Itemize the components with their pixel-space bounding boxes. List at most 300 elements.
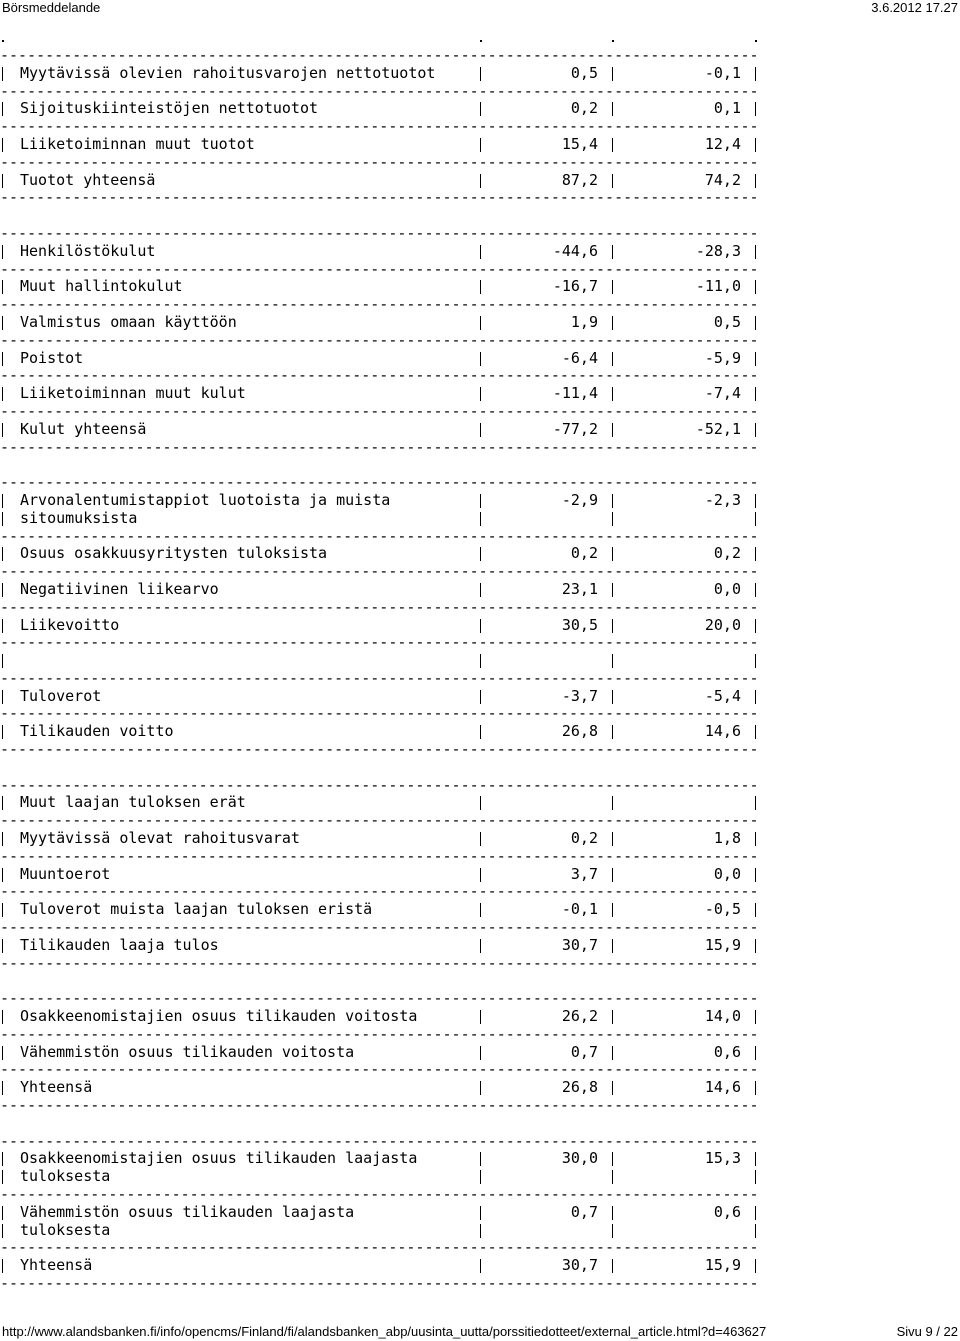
row-line (0, 617, 760, 635)
table-row (0, 100, 760, 118)
cell-border (480, 1010, 481, 1024)
table-row (0, 688, 760, 706)
cell-border (2, 494, 3, 508)
row-line (0, 1204, 760, 1222)
cell-border (480, 868, 481, 882)
row-line (0, 172, 760, 190)
cell-border (612, 1046, 613, 1060)
table-row (0, 421, 760, 439)
row-label: Osakkeenomistajien osuus tilikauden voitosta (20, 1007, 418, 1026)
cell-border (2, 583, 3, 597)
row-label: Muut hallintokulut (20, 277, 183, 296)
value-previous: -7,4 (704, 384, 741, 403)
cell-border (755, 619, 756, 633)
row-line (0, 314, 760, 332)
dashed-rule (0, 777, 760, 795)
cell-border (480, 690, 481, 704)
cell-border (480, 832, 481, 846)
cell-border (480, 494, 481, 508)
row-label: Henkilöstökulut (20, 241, 156, 260)
cell-border (612, 583, 613, 597)
table-row (0, 1079, 760, 1097)
row-label: Vähemmistön osuus tilikauden voitosta (20, 1042, 355, 1061)
row-line (0, 350, 760, 368)
dashed-rule (0, 599, 760, 617)
cell-border (612, 67, 613, 81)
cell-border (2, 67, 3, 81)
group-spacer (0, 1293, 760, 1300)
value-previous: 14,6 (704, 722, 741, 741)
value-current: -44,6 (552, 241, 598, 260)
dashed-rule (0, 528, 760, 546)
value-previous: 0,1 (713, 99, 741, 118)
cell-border (612, 1152, 613, 1166)
dashed-rule (0, 332, 760, 350)
cell-border (612, 387, 613, 401)
dashed-rule (0, 403, 760, 421)
row-line (0, 794, 760, 812)
cell-border (480, 1046, 481, 1060)
cell-border (755, 1206, 756, 1220)
value-previous: -2,3 (704, 490, 741, 509)
dashed-rule (0, 1275, 760, 1293)
cell-border (755, 67, 756, 81)
cell-border (755, 832, 756, 846)
cell-border (755, 387, 756, 401)
cell-border (755, 1224, 756, 1238)
row-label: Yhteensä (20, 1078, 93, 1097)
cell-border (755, 583, 756, 597)
dashed-rule (0, 1239, 760, 1257)
cell-border (755, 245, 756, 259)
cell-border (2, 1046, 3, 1060)
row-line (0, 901, 760, 919)
footer-url: http://www.alandsbanken.fi/info/opencms/Finland/fi/alandsbanken_abp/uusinta_uutta/porssitiedotteet/external_article.html?d=463627 (2, 1324, 767, 1339)
dot-mark (480, 40, 482, 42)
dashed-rule (0, 919, 760, 937)
value-previous: 12,4 (704, 134, 741, 153)
cell-border (612, 547, 613, 561)
row-label: Muuntoerot (20, 864, 111, 883)
value-current: -6,4 (561, 348, 598, 367)
dashed-rule (0, 990, 760, 1008)
value-previous: -0,5 (704, 900, 741, 919)
value-current: 30,0 (561, 1149, 598, 1168)
table-row (0, 136, 760, 154)
value-previous: 0,0 (713, 864, 741, 883)
print-header (0, 0, 960, 18)
cell-border (480, 1170, 481, 1184)
value-current: 26,2 (561, 1007, 598, 1026)
row-label: Liikevoitto (20, 615, 120, 634)
dashed-rule (0, 848, 760, 866)
group-spacer (0, 1115, 760, 1133)
row-line (0, 937, 760, 955)
cell-border (612, 102, 613, 116)
row-line (0, 510, 760, 528)
cell-border (480, 1206, 481, 1220)
row-line (0, 421, 760, 439)
cell-border (480, 1152, 481, 1166)
cell-border (755, 654, 756, 668)
cell-border (480, 280, 481, 294)
table-row (0, 1044, 760, 1062)
cell-border (612, 423, 613, 437)
cell-border (755, 1081, 756, 1095)
cell-border (612, 1224, 613, 1238)
cell-border (2, 903, 3, 917)
row-label: Myytävissä olevien rahoitusvarojen nettotuotot (20, 63, 436, 82)
dashed-rule (0, 118, 760, 136)
cell-border (612, 245, 613, 259)
dashed-rule (0, 154, 760, 172)
dashed-rule (0, 261, 760, 279)
row-label: Tilikauden laaja tulos (20, 935, 219, 954)
row-label: Sijoituskiinteistöjen nettotuotot (20, 99, 319, 118)
cell-border (755, 547, 756, 561)
cell-border (480, 423, 481, 437)
table-row (0, 172, 760, 190)
value-previous: 14,0 (704, 1007, 741, 1026)
value-previous: 0,6 (713, 1202, 741, 1221)
value-current: 3,7 (570, 864, 598, 883)
row-line (0, 1168, 760, 1186)
table-row (0, 1204, 760, 1240)
cell-border (2, 1259, 3, 1273)
value-previous: -52,1 (695, 419, 741, 438)
row-label: Muut laajan tuloksen erät (20, 793, 246, 812)
cell-border (612, 352, 613, 366)
row-label: Osuus osakkuusyritysten tuloksista (20, 544, 328, 563)
dashed-rule (0, 670, 760, 688)
row-line (0, 1257, 760, 1275)
value-current: 1,9 (570, 312, 598, 331)
dashed-rule (0, 741, 760, 759)
value-current: 87,2 (561, 170, 598, 189)
header-title: Börsmeddelande (2, 0, 101, 15)
cell-border (2, 1152, 3, 1166)
row-label: Yhteensä (20, 1256, 93, 1275)
cell-border (612, 174, 613, 188)
cell-border (755, 868, 756, 882)
cell-border (612, 512, 613, 526)
dashed-rule (0, 883, 760, 901)
cell-border (755, 725, 756, 739)
table-row (0, 866, 760, 884)
cell-border (480, 102, 481, 116)
value-previous: 0,6 (713, 1042, 741, 1061)
cell-border (2, 316, 3, 330)
cell-border (480, 1224, 481, 1238)
value-previous: 0,5 (713, 312, 741, 331)
cell-border (612, 1081, 613, 1095)
cell-border (2, 1010, 3, 1024)
row-line (0, 243, 760, 261)
table-row (0, 1008, 760, 1026)
value-current: 0,2 (570, 99, 598, 118)
dashed-rule (0, 1133, 760, 1151)
dashed-rule (0, 563, 760, 581)
cell-border (2, 1081, 3, 1095)
cell-border (612, 796, 613, 810)
value-current: -11,4 (552, 384, 598, 403)
row-label: Myytävissä olevat rahoitusvarat (20, 829, 300, 848)
row-label: Osakkeenomistajien osuus tilikauden laajasta (20, 1149, 418, 1168)
cell-border (612, 903, 613, 917)
cell-border (480, 939, 481, 953)
table-row (0, 581, 760, 599)
cell-border (755, 102, 756, 116)
value-current: 0,7 (570, 1042, 598, 1061)
row-label: Kulut yhteensä (20, 419, 147, 438)
cell-border (755, 316, 756, 330)
cell-border (2, 245, 3, 259)
value-current: 0,5 (570, 63, 598, 82)
header-datetime: 3.6.2012 17.27 (871, 0, 958, 15)
cell-border (755, 690, 756, 704)
cell-border (612, 939, 613, 953)
cell-border (755, 1259, 756, 1273)
value-previous: -0,1 (704, 63, 741, 82)
cell-border (755, 494, 756, 508)
cell-border (612, 619, 613, 633)
value-previous: 0,0 (713, 579, 741, 598)
dashed-rule (0, 1026, 760, 1044)
dashed-rule (0, 296, 760, 314)
row-line (0, 652, 760, 670)
cell-border (612, 868, 613, 882)
dashed-rule (0, 189, 760, 207)
row-label: tuloksesta (20, 1220, 111, 1239)
value-previous: -5,9 (704, 348, 741, 367)
value-current: 30,7 (561, 1256, 598, 1275)
dot-mark (2, 40, 4, 42)
value-current: 0,2 (570, 829, 598, 848)
row-line (0, 1008, 760, 1026)
cell-border (2, 1224, 3, 1238)
cell-border (480, 1259, 481, 1273)
cell-border (612, 316, 613, 330)
value-current: 0,7 (570, 1202, 598, 1221)
cell-border (2, 868, 3, 882)
value-previous: 15,9 (704, 1256, 741, 1275)
cell-border (2, 832, 3, 846)
row-line (0, 492, 760, 510)
cell-border (755, 1046, 756, 1060)
value-previous: 20,0 (704, 615, 741, 634)
cell-border (480, 352, 481, 366)
cell-border (480, 583, 481, 597)
dashed-rule (0, 83, 760, 101)
row-line (0, 830, 760, 848)
cell-border (2, 690, 3, 704)
cell-border (480, 67, 481, 81)
cell-border (2, 1206, 3, 1220)
cell-border (2, 1170, 3, 1184)
table-row (0, 243, 760, 261)
value-previous: 1,8 (713, 829, 741, 848)
table-row (0, 65, 760, 83)
cell-border (612, 1206, 613, 1220)
cell-border (2, 280, 3, 294)
income-statement-table (0, 38, 760, 1300)
dashed-rule (0, 812, 760, 830)
value-current: 15,4 (561, 134, 598, 153)
cell-border (2, 352, 3, 366)
dot-mark (612, 40, 614, 42)
cell-border (480, 512, 481, 526)
value-previous: 74,2 (704, 170, 741, 189)
table-row (0, 937, 760, 955)
footer-page-number: Sivu 9 / 22 (896, 1324, 958, 1339)
cell-border (612, 654, 613, 668)
cell-border (480, 547, 481, 561)
table-row (0, 901, 760, 919)
value-current: -77,2 (552, 419, 598, 438)
cell-border (480, 654, 481, 668)
dashed-rule (0, 474, 760, 492)
dashed-rule (0, 47, 760, 65)
cell-border (2, 512, 3, 526)
row-line (0, 723, 760, 741)
value-current: 30,5 (561, 615, 598, 634)
cell-border (612, 1170, 613, 1184)
cell-border (755, 903, 756, 917)
group-spacer (0, 972, 760, 990)
table-row (0, 545, 760, 563)
value-previous: 14,6 (704, 1078, 741, 1097)
cell-border (480, 174, 481, 188)
table-row (0, 794, 760, 812)
row-line (0, 278, 760, 296)
value-current: 26,8 (561, 1078, 598, 1097)
table-row (0, 1257, 760, 1275)
group-spacer (0, 207, 760, 225)
value-current: 26,8 (561, 722, 598, 741)
row-line (0, 65, 760, 83)
cell-border (480, 903, 481, 917)
dashed-rule (0, 955, 760, 973)
row-line (0, 1222, 760, 1240)
row-line (0, 385, 760, 403)
cell-border (480, 796, 481, 810)
row-label: Poistot (20, 348, 84, 367)
dashed-rule (0, 1097, 760, 1115)
row-label: Valmistus omaan käyttöön (20, 312, 237, 331)
row-label: Arvonalentumistappiot luotoista ja muista (20, 490, 391, 509)
cell-border (755, 1010, 756, 1024)
table-row (0, 1150, 760, 1186)
row-line (0, 581, 760, 599)
cell-border (2, 796, 3, 810)
cell-border (2, 423, 3, 437)
row-label: sitoumuksista (20, 508, 138, 527)
dashed-rule (0, 1186, 760, 1204)
cell-border (480, 316, 481, 330)
table-row (0, 492, 760, 528)
cell-border (612, 138, 613, 152)
row-label: Tuloverot (20, 686, 102, 705)
dot-mark (755, 40, 757, 42)
cell-border (755, 352, 756, 366)
row-line (0, 1150, 760, 1168)
cell-border (480, 725, 481, 739)
row-line (0, 688, 760, 706)
cell-border (2, 174, 3, 188)
cell-border (2, 547, 3, 561)
cell-border (2, 654, 3, 668)
cell-border (612, 832, 613, 846)
cell-border (612, 1259, 613, 1273)
cell-border (755, 939, 756, 953)
cell-border (755, 138, 756, 152)
cell-border (755, 796, 756, 810)
value-previous: -28,3 (695, 241, 741, 260)
table-row (0, 723, 760, 741)
cell-border (612, 690, 613, 704)
cell-border (2, 725, 3, 739)
cell-border (2, 619, 3, 633)
table-row (0, 617, 760, 635)
dashed-rule (0, 367, 760, 385)
value-current: -16,7 (552, 277, 598, 296)
row-label: Tilikauden voitto (20, 722, 174, 741)
cell-border (480, 138, 481, 152)
value-previous: -11,0 (695, 277, 741, 296)
cell-border (2, 102, 3, 116)
row-label: Negatiivinen liikearvo (20, 579, 219, 598)
value-current: 0,2 (570, 544, 598, 563)
value-previous: 15,9 (704, 935, 741, 954)
top-dots (0, 38, 760, 47)
row-line (0, 1044, 760, 1062)
dashed-rule (0, 1061, 760, 1079)
dashed-rule (0, 439, 760, 457)
cell-border (2, 387, 3, 401)
row-line (0, 100, 760, 118)
cell-border (480, 387, 481, 401)
row-label: tuloksesta (20, 1167, 111, 1186)
value-current: 23,1 (561, 579, 598, 598)
row-line (0, 545, 760, 563)
value-current: -0,1 (561, 900, 598, 919)
cell-border (2, 939, 3, 953)
cell-border (612, 1010, 613, 1024)
value-current: 30,7 (561, 935, 598, 954)
cell-border (612, 725, 613, 739)
cell-border (612, 494, 613, 508)
dashed-rule (0, 225, 760, 243)
table-row (0, 385, 760, 403)
table-row (0, 652, 760, 670)
cell-border (755, 423, 756, 437)
row-label: Liiketoiminnan muut tuotot (20, 134, 255, 153)
row-label: Vähemmistön osuus tilikauden laajasta (20, 1202, 355, 1221)
cell-border (480, 619, 481, 633)
row-line (0, 136, 760, 154)
value-previous: 15,3 (704, 1149, 741, 1168)
group-spacer (0, 759, 760, 777)
value-current: -2,9 (561, 490, 598, 509)
dashed-rule (0, 705, 760, 723)
cell-border (755, 512, 756, 526)
row-line (0, 866, 760, 884)
table-row (0, 830, 760, 848)
cell-border (2, 138, 3, 152)
table-row (0, 278, 760, 296)
print-footer (0, 1324, 960, 1341)
cell-border (755, 174, 756, 188)
